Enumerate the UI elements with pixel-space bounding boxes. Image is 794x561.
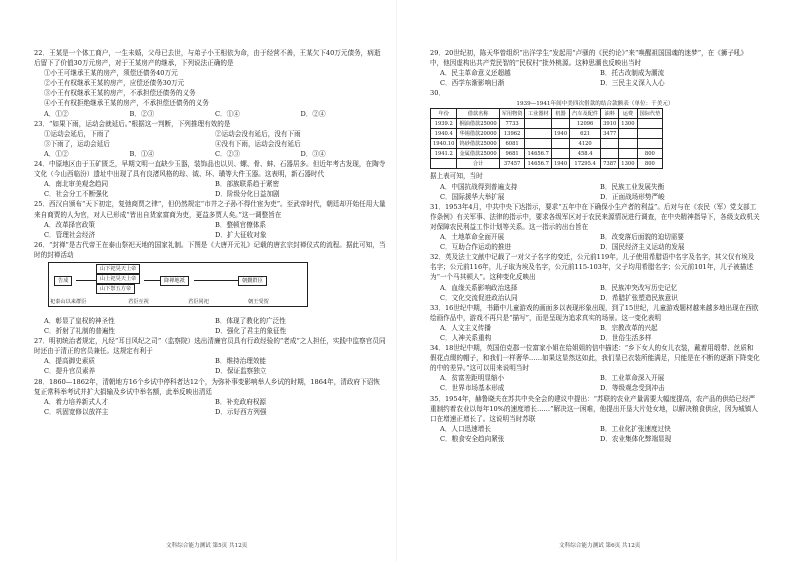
table-cell: 12096	[570, 119, 601, 129]
table-cell: 37457	[499, 159, 525, 169]
q29-stem: 29．20世纪初，陈天华曾组织“出洋学生”发起用“卢骚的《民约论》”来“唤醒祖国国魂的迷梦”，在《狮子吼》中，他因虚构出共产党民智的“民权村”批外桃源。这种思潮也反映出当时	[430, 49, 748, 68]
option-c[interactable]: C．国际援华大举扩展	[440, 192, 505, 201]
option-c[interactable]: C．②③	[215, 149, 240, 158]
table-cell: 1300	[619, 159, 637, 169]
q27-stem: 27．明初统治者规定，凡经“耳目风纪之司”（监察院）选出清廉官员具有行政经验的“老成”之人担任，实践中监察官员同时还由于清正的官员兼任。这规定有利于	[34, 337, 386, 356]
table-cell: 1940.4	[431, 129, 457, 139]
option-d[interactable]: D．三民主义深入人心	[600, 79, 665, 88]
table-cell: 桐油借款25000	[457, 119, 499, 129]
question-28	[34, 377, 386, 417]
table-header-cell: 油料	[601, 109, 619, 119]
table-cell	[431, 159, 457, 169]
option-b[interactable]: B．体现了教化的广泛性	[215, 316, 286, 325]
table-total-row	[431, 159, 663, 169]
option-a[interactable]: A．中国抗战得到普遍支持	[440, 182, 518, 191]
flow-frame-bottom	[48, 306, 308, 307]
table-cell: 3477	[601, 129, 619, 139]
table-cell: 14656.7	[525, 159, 551, 169]
table-cell	[637, 129, 663, 139]
flow-node-d: 山下祭五方帝	[96, 284, 135, 294]
q35-options	[430, 424, 760, 444]
q23-item: ④没有下雨，运动会没有延后	[215, 139, 301, 148]
question-24	[34, 159, 386, 199]
q22-options	[34, 109, 386, 119]
q23-items	[34, 129, 386, 149]
table-cell: 621	[570, 129, 601, 139]
option-b[interactable]: B．①④	[129, 149, 155, 158]
option-b[interactable]: B．改变落后面貌的迫切需要	[600, 233, 684, 242]
right-page	[397, 0, 794, 561]
table-cell: 1940.10	[431, 139, 457, 149]
q23-item: ③下雨了，运动会延后	[44, 139, 110, 148]
option-b[interactable]: B．②③	[129, 109, 155, 118]
q34-options	[430, 373, 760, 393]
table-cell: 800	[637, 149, 663, 159]
option-b[interactable]: B．工业革命深入开展	[600, 374, 665, 383]
right-column	[430, 48, 760, 444]
question-30	[430, 88, 760, 201]
table-cell: 钨砂借款25000	[457, 139, 499, 149]
q33-stem: 33．16世纪中期，书籍中儿童游戏的画面多以表现形象出现，到了15世纪，儿童游戏题材越来越多地出现在西欧绘画作品中，游戏不再只是“描写”，而是呈现为追求真实的场景。这一变化表明	[430, 303, 759, 322]
q23-item: ②运动会没有延后，没有下雨	[215, 129, 301, 138]
q23-options	[34, 149, 386, 159]
question-32	[430, 252, 760, 302]
q30-options	[430, 182, 760, 202]
question-35	[430, 394, 760, 444]
option-d[interactable]: D．希腊扩张塑造民族意识	[600, 293, 678, 302]
option-b[interactable]: B．托古改制成为潮流	[600, 69, 665, 78]
option-a[interactable]: A．人口迅速增长	[440, 424, 491, 433]
table-cell	[601, 139, 619, 149]
table-header-cell: 国际代垫	[637, 109, 663, 119]
flow-arrow	[194, 280, 238, 281]
option-d[interactable]: D．扩大征收对象	[215, 230, 267, 239]
q32-stem: 32．英及法士文献中记载了一对父子名字的变迁，公元前119年，儿子使用希腊语中名字及名字，其父仅有埃及名字；公元前116年，儿子取为埃及名字，公元前115-103年，父子均用希腊名字；公元前101年，儿子被描述为“一个马其顿人”。这种变化反映出	[430, 253, 755, 282]
table-header-cell: 运费	[619, 109, 637, 119]
flow-label: 君臣同祀	[188, 298, 209, 305]
q35-stem: 35．1954年，赫鲁晓夫在苏共中央全会的建议中提出：“苏联的农业产量需要大幅度提高，农产品的供给已经严重制约着农业以每年10%的速度增长……”解决这一困难，他提出开垦大片处女地，以解决粮食供应，因为城镇人口在增速正增长了。这说明当时苏联	[430, 394, 758, 423]
option-d[interactable]: D．国民经济主义运动的发展	[600, 243, 685, 252]
option-c[interactable]: C．①④	[215, 109, 240, 118]
q29-options	[430, 68, 760, 88]
table-cell	[551, 149, 569, 159]
flow-label: 君臣互祝	[128, 298, 149, 305]
table-cell: 9681	[499, 149, 525, 159]
option-a[interactable]: A．改革择官政策	[44, 220, 95, 229]
table-cell	[619, 129, 637, 139]
table-row	[431, 149, 663, 159]
page-footer: 文科综合能力测试 第6页 共12页	[559, 543, 641, 549]
table-cell: 华锡借款20000	[457, 129, 499, 139]
table-cell: 4120	[570, 139, 601, 149]
question-33	[430, 303, 760, 343]
table-cell: 13962	[499, 129, 525, 139]
option-c[interactable]: C．社会分工不断强化	[44, 190, 109, 199]
table-cell	[619, 139, 637, 149]
q22-item: ②小王有权继承王某的房产，应偿还债务30万元	[44, 79, 185, 88]
option-d[interactable]: D．等级观念受到冲击	[600, 384, 665, 393]
option-b[interactable]: B．维持治理效能	[215, 357, 267, 366]
q33-options	[430, 323, 760, 343]
option-a[interactable]: A．着力培养新式人才	[44, 397, 109, 406]
table-cell: 3910	[601, 119, 619, 129]
loan-table	[430, 108, 663, 169]
table-header-cell: 工业器材	[525, 109, 551, 119]
flow-node-b: 山下祀昊天上帝	[96, 264, 140, 274]
table-cell	[637, 119, 663, 129]
table-cell: 1300	[619, 119, 637, 129]
flow-node-start: 告成	[54, 276, 72, 286]
flow-arrow	[76, 280, 96, 281]
option-d[interactable]: D．保证监察独立	[215, 367, 267, 376]
option-d[interactable]: D．阶级分化日益加剧	[215, 190, 280, 199]
table-cell: 6081	[499, 139, 525, 149]
q32-options	[430, 283, 760, 303]
question-34	[430, 343, 760, 393]
option-c[interactable]: C．文化交流促进政治认同	[440, 293, 518, 302]
option-c[interactable]: C．管理社会经济	[44, 230, 96, 239]
option-c[interactable]: C．人神关系重构	[440, 333, 492, 342]
table-row	[431, 119, 663, 129]
option-c[interactable]: C．折射了礼制的普遍性	[44, 327, 115, 336]
option-a[interactable]: A．彰显了皇权的神圣性	[44, 316, 115, 325]
table-cell	[601, 149, 619, 159]
option-d[interactable]: D．强化了君主的象征性	[215, 327, 287, 336]
q30-after: 据上表可知，当时	[430, 172, 483, 181]
table-cell: 7733	[499, 119, 525, 129]
table-caption: 1939—1941年间中美四次借款的结合款额表（单位：千美元）	[516, 101, 674, 108]
flow-frame-left	[48, 262, 49, 306]
table-header-cell: 年份	[431, 109, 457, 119]
q30-stem: 30．	[430, 89, 445, 98]
q31-stem: 31．1953年4月，中共中央下达指示，要求“五年中在下确保小生产者的利益”。后对与在《农民（军）党支部工作条例》有关军事、法律的指示中，要求各级军区对于农民来源情况进行调查，在中央精神指导下，各级支政机关对保障农民利益工作计划等关系。这一指示的出台旨在	[430, 202, 760, 231]
question-26	[34, 240, 386, 336]
table-cell: 1941.2	[431, 149, 457, 159]
table-cell: 合计	[457, 159, 499, 169]
table-cell: 1939.2	[431, 119, 457, 129]
table-header-row	[431, 109, 663, 119]
flow-node-c: 山上祀昊天上帝	[96, 274, 140, 284]
table-header-cell: 机器	[551, 109, 569, 119]
table-cell	[525, 139, 551, 149]
left-column	[34, 48, 386, 417]
option-d[interactable]: D．②④	[300, 109, 326, 118]
option-a[interactable]: A．南北审美观念趋同	[44, 180, 109, 189]
flow-frame-right	[307, 262, 308, 306]
option-d[interactable]: D．示好西方列强	[215, 407, 267, 416]
option-b[interactable]: B．工业化扩张速度过快	[600, 424, 671, 433]
option-c[interactable]: C．西学东渐影响日渐	[440, 79, 505, 88]
table-row	[431, 139, 663, 149]
flow-frame-top	[48, 262, 308, 263]
option-c[interactable]: C．提升官员素养	[44, 367, 96, 376]
table-cell: 800	[637, 159, 663, 169]
q26-options	[34, 316, 386, 336]
flow-node-end: 朝觐群臣	[238, 276, 267, 286]
table-cell: 7387	[601, 159, 619, 169]
table-cell: 金属借款25000	[457, 149, 499, 159]
question-23	[34, 119, 386, 159]
q22-stem: 22．王某是一个体工商户，一生未婚，父母已去世，与弟子小王相依为命，由于经营不善，王某欠下40万元债务，病逝后留下了价值30万元房产，对于王某房产的继承，下列说法正确的是	[34, 49, 381, 68]
q28-options	[34, 397, 386, 417]
q31-options	[430, 232, 760, 252]
table-header-cell: 汽车及配件	[570, 109, 601, 119]
option-a[interactable]: A．民主革命意义还超越	[440, 69, 511, 78]
option-c[interactable]: C．互助合作运动的推进	[440, 243, 511, 252]
option-b[interactable]: B．整顿官僚体系	[215, 220, 267, 229]
table-row	[431, 129, 663, 139]
table-cell: 14656.7	[525, 149, 551, 159]
q26-stem: 26．“封禅”是古代帝王在泰山祭祀天地的国家礼制。下图是《大唐开元礼》记载的唐玄宗封禅仪式的流程。据此可知，当时的封禅活动	[34, 240, 386, 259]
option-b[interactable]: B．补充政府权源	[215, 397, 267, 406]
option-c[interactable]: C．巩固宽修以放祥主	[44, 407, 109, 416]
q24-options	[34, 179, 386, 199]
flow-label: 祀泰山以来群臣	[50, 298, 87, 305]
option-a[interactable]: A．①②	[44, 109, 69, 118]
option-a[interactable]: A．人文主义传播	[440, 323, 491, 332]
question-22	[34, 48, 386, 119]
table-cell	[525, 129, 551, 139]
flow-node-e: 降禅地祇	[160, 276, 189, 286]
page-footer: 文科综合能力测试 第5页 共12页	[166, 543, 248, 549]
table-cell	[551, 119, 569, 129]
table-cell	[619, 149, 637, 159]
q25-options	[34, 220, 386, 240]
q22-item: ①小王可继承王某的房产，须偿还债务40万元	[44, 69, 178, 78]
option-c[interactable]: C．世界市场基本形成	[440, 384, 505, 393]
q22-item: ③小王有权继承王某的房产，不承担偿还债务的义务	[44, 89, 196, 98]
table-cell	[637, 139, 663, 149]
option-d[interactable]: D．③④	[300, 149, 326, 158]
table-cell: 1940	[551, 129, 569, 139]
option-a[interactable]: A．提高御史素质	[44, 357, 95, 366]
option-a[interactable]: A．血缘关系影响政治选择	[440, 283, 518, 292]
q27-options	[34, 356, 386, 376]
option-a[interactable]: A．贫富差距明显缩小	[440, 374, 505, 383]
q23-item: ①运动会延后，下雨了	[44, 129, 110, 138]
flow-arrow	[144, 280, 160, 281]
q22-item: ④小王有权拒绝继承王某的房产，不承担偿还债务的义务	[44, 99, 209, 108]
question-25	[34, 199, 386, 239]
option-d[interactable]: D．正面战场形势严峻	[600, 192, 665, 201]
option-b[interactable]: B．宗教改革的兴起	[600, 323, 658, 332]
question-31	[430, 202, 760, 252]
option-b[interactable]: B．民族工业发展失衡	[600, 182, 665, 191]
option-b[interactable]: B．民族冲突改写历史记忆	[600, 283, 678, 292]
q28-stem: 28．1860—1862年，清朝地方16个乡试中停科者达12个，为弥补事变影响举人乡试的时期，1864年，清政府下诏恢复正常科举考试并扩大捐输及乡试中举名额，此举反映出清廷	[34, 377, 380, 396]
q26-flowchart	[48, 262, 308, 314]
option-a[interactable]: A．①②	[44, 149, 69, 158]
option-d[interactable]: D．农业集体化弊端显现	[600, 434, 672, 443]
table-cell	[551, 139, 569, 149]
q23-stem: 23．“如果下雨，运动会就延后。”根据这一判断，下列推理有效的是	[34, 119, 231, 128]
option-d[interactable]: D．世俗生活多样	[600, 333, 652, 342]
question-29	[430, 48, 760, 88]
q34-stem: 34．18世纪中期，英国伯克郡一位富家小姐在给姐姐的信中描述：“乡下女人的女儿衣装，戴着用缎带、丝质和假花点缀的帽子，和我们一样奢华……如果这显然这如此，我们显已衣装所能满足，只能是在不断的逐渐下降变化的中的差异。”这可以用来说明当时	[430, 344, 760, 373]
table-header-cell: 借款名称	[457, 109, 499, 119]
table-cell: 458.4	[570, 149, 601, 159]
question-27	[34, 336, 386, 376]
table-cell	[525, 119, 551, 129]
option-b[interactable]: B．部族联系趋于紧密	[215, 180, 280, 189]
option-c[interactable]: C．粮食安全趋向紧张	[440, 434, 505, 443]
table-cell: 1940	[551, 159, 569, 169]
q25-stem: 25．西汉自颁布“天下初定，复弛商贾之律”，但仍然规定“市井之子孙不得仕宦为吏”。至武帝时代，朝廷却开始任用大量来自商贾的人为官，对人已形成“皆出自货家富商为吏，更益多贾人矣。”这一调整旨在	[34, 200, 386, 219]
option-a[interactable]: A．土地革命全面开展	[440, 233, 505, 242]
table-header-cell: 军用物资	[499, 109, 525, 119]
flow-label: 朝王受贺	[248, 298, 269, 305]
q24-stem: 24．中原地区由于玉矿匮乏，早期文明一直缺少玉器，装饰品也以贝、螺、骨、蚌、石器居多。但近年考古发现，在陶寺文化（今山西临汾）遗址中出现了具有良渚风格的琮、钺、环、璜等大件玉器。这表明，新石器时代	[34, 160, 386, 179]
table-cell: 17295.4	[570, 159, 601, 169]
